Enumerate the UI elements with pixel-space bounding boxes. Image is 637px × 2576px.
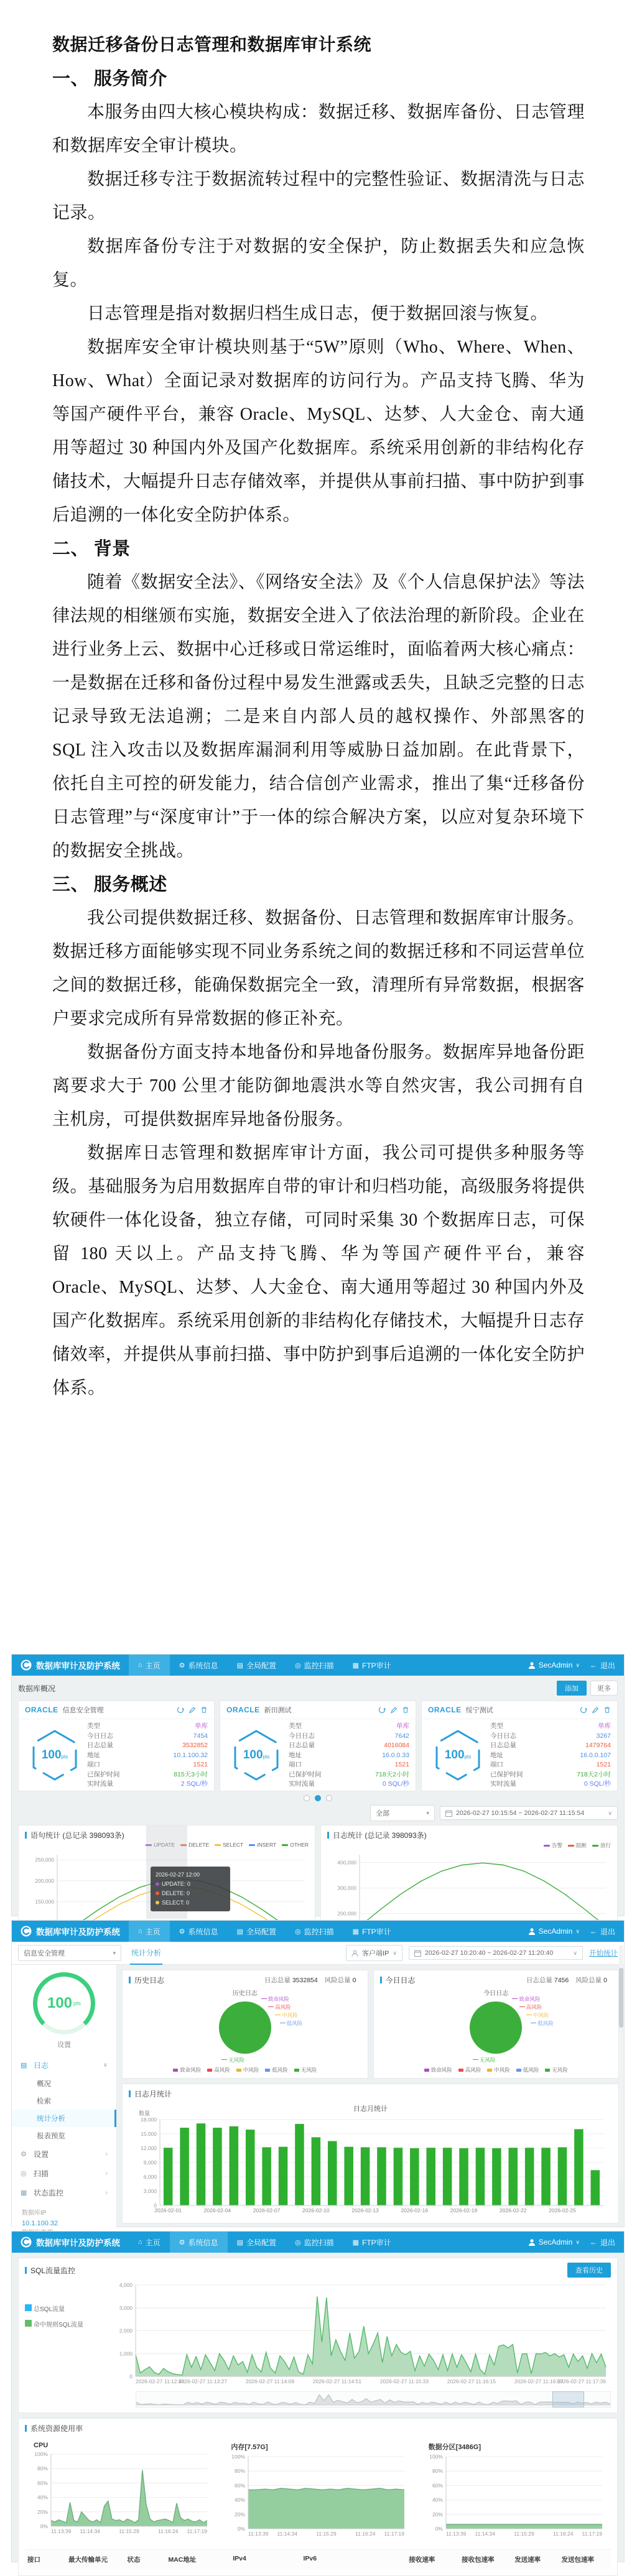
statement-stats-card: [18, 1825, 315, 1922]
top-navbar: [12, 2232, 624, 2253]
chevron-down-icon: ∨: [575, 2238, 580, 2245]
app-logo-icon: [21, 1926, 32, 1937]
nav-right: [528, 2232, 624, 2253]
client-ip-filter[interactable]: 客户端IP ∨: [346, 1945, 402, 1961]
disk-chart: [425, 2453, 606, 2541]
nav-right: [528, 1921, 624, 1942]
paragraph: 数据库日志管理和数据库审计方面，我公司可提供多种服务等级。基础服务为启用数据库自带的审计和归档功能，高级服务将提供软硬件一体化设备，独立存储，可同时采集 30 个数据库日志，可保留 180 天以上。产品支持飞腾、华为等国产硬件平台，兼容 Oracle、MySQL、达梦、人大金仓、南大通用等超过 30 种国内外及国产化数据库。系统采用创新的非结构化存储技术，大幅提升日志存储效率，并提供从事前扫描、事中防护到事后追溯的一体化安全防护体系。: [52, 1143, 585, 1398]
svg-text:2026-02-27 11:14:51: 2026-02-27 11:14:51: [312, 2378, 362, 2384]
risk-legend: 致命风险 高风险 中风险 低风险 无风险: [129, 2066, 361, 2074]
db-port: 1521: [193, 1761, 208, 1768]
svg-text:3,000: 3,000: [143, 2188, 157, 2194]
svg-text:100%: 100%: [429, 2454, 443, 2460]
chevron-down-icon: ∨: [393, 1949, 397, 1956]
logout-button[interactable]: ← 退出: [589, 1661, 615, 1670]
config-icon: ▤: [236, 1661, 243, 1669]
realtime-flow: 2 SQL/秒: [180, 1780, 208, 1788]
gear-icon: ⚙: [179, 2238, 185, 2246]
database-select[interactable]: 信息安全管理 ▾: [18, 1945, 121, 1961]
svg-text:300,000: 300,000: [337, 1885, 356, 1891]
svg-text:11:15:29: 11:15:29: [513, 2531, 534, 2537]
delete-icon[interactable]: [603, 1706, 611, 1714]
paragraph: 数据备份方面支持本地备份和异地备份服务。数据库异地备份距离要求大于 700 公里才能防御地震洪水等自然灾害，我公司拥有自主机房，可提供数据库异地备份服务。: [52, 1043, 585, 1129]
db-type: 单库: [598, 1722, 611, 1730]
svg-text:11:14:34: 11:14:34: [475, 2531, 495, 2537]
nav-item-monitor-scan[interactable]: ◎ 监控扫描: [294, 1661, 334, 1670]
app-title: 数据库审计及防护系统: [36, 2238, 120, 2248]
svg-text:0: 0: [129, 2373, 133, 2380]
logout-button[interactable]: ← 退出: [589, 2238, 615, 2247]
svg-text:2026-02-19: 2026-02-19: [450, 2207, 478, 2214]
svg-text:20%: 20%: [432, 2511, 443, 2518]
svg-text:2026-02-01: 2026-02-01: [154, 2207, 182, 2214]
history-pie-chart: 历史日志 致命风险 高风险 中风险 低风险 无风险: [129, 1988, 361, 2064]
svg-text:2026-02-27 11:12:45: 2026-02-27 11:12:45: [136, 2378, 185, 2384]
statement-legend: UPDATE DELETE SELECT INSERT OTHER: [146, 1842, 309, 1848]
interface-table-header: 接口 最大传输单元 状态 MAC地址 IPv4 IPv6 接收速率 接收包速率 发送速率 发送包速率: [25, 2549, 611, 2569]
gear-icon: ⚙: [179, 1661, 185, 1669]
db-address: 16.0.0.33: [382, 1751, 409, 1759]
svg-text:11:17:19: 11:17:19: [384, 2531, 405, 2537]
bar-chart-title: 日志月统计: [353, 2105, 388, 2113]
carousel-dot-active[interactable]: [315, 1795, 321, 1801]
back-arrow-icon: ←: [589, 1661, 597, 1669]
svg-text:2026-02-13: 2026-02-13: [351, 2207, 379, 2214]
svg-text:150,000: 150,000: [35, 1898, 54, 1905]
home-icon: ⌂: [138, 1661, 142, 1669]
db-ip-value: 10.1.100.32: [22, 2220, 58, 2227]
client-icon: [351, 1950, 358, 1957]
brush-selection[interactable]: [552, 2391, 585, 2407]
svg-text:11:16:24: 11:16:24: [355, 2531, 376, 2537]
nav-menu: [129, 1655, 401, 1676]
chevron-down-icon: ∨: [575, 1661, 580, 1668]
nav-item-system-info[interactable]: ⚙ 系统信息: [179, 1927, 218, 1936]
paragraph: 随着《数据安全法》、《网络安全法》及《个人信息保护法》等法律法规的相继颁布实施，数据安全进入了依法治理的新阶段。企业在进行业务上云、数据中心迁移或日常运维时，面临着两大核心痛点：一是数据在迁移和备份过程中易发生泄露或丢失，且缺乏完整的日志记录导致无法追溯；二是来自内部人员的越权操作、外部黑客的 SQL 注入攻击以及数据库漏洞利用等威胁日益加剧。在此背景下，依托自主可控的研发能力，结合信创产业需求，推出了集“迁移备份日志管理”与“深度审计”于一体的综合解决方案，以应对复杂环境下的数据安全挑战。: [52, 573, 585, 861]
ftp-audit-icon: ▦: [352, 1927, 360, 1936]
svg-text:20%: 20%: [235, 2511, 246, 2518]
system-resource-card: [18, 2418, 618, 2576]
nav-item-ftp-audit[interactable]: ▦ FTP审计: [352, 1927, 391, 1936]
document-title: 数据迁移备份日志管理和数据库审计系统: [52, 35, 372, 55]
score-gauge: 100pts: [425, 1722, 490, 1789]
paragraph: 我公司提供数据迁移、数据备份、日志管理和数据库审计服务。数据迁移方面能够实现不同业务系统之间的数据迁移和不同运营单位之间的数据迁移，能确保数据完全一致，清理所有异常数据，根据客户要求完成所有异常数据的修正补充。: [52, 908, 585, 1028]
svg-text:80%: 80%: [432, 2468, 443, 2475]
sidebar-item-status-monitor[interactable]: ▦ 状态监控 ›: [21, 2189, 108, 2197]
svg-text:2026-02-10: 2026-02-10: [302, 2207, 330, 2214]
svg-text:0%: 0%: [238, 2526, 246, 2532]
user-icon: [528, 2238, 536, 2246]
svg-text:11:15:29: 11:15:29: [316, 2531, 337, 2537]
svg-text:15,000: 15,000: [141, 2131, 157, 2137]
svg-text:2026-02-27 11:16:57: 2026-02-27 11:16:57: [514, 2378, 564, 2384]
calendar-icon: [445, 1810, 452, 1817]
user-menu[interactable]: SecAdmin ∨: [528, 2238, 580, 2246]
svg-text:400,000: 400,000: [337, 1859, 356, 1866]
today-logs: 7454: [193, 1732, 208, 1740]
svg-text:40%: 40%: [235, 2496, 246, 2503]
chevron-right-icon: ›: [105, 2151, 108, 2158]
disk-title: 数据分区[3486G]: [428, 2444, 481, 2451]
paragraph: 日志管理是指对数据归档生成日志，便于数据回滚与恢复。: [87, 304, 549, 323]
monitor-icon: ▦: [21, 2189, 27, 2197]
scrollbar-track[interactable]: [619, 1946, 623, 2181]
log-stats-card: [320, 1825, 618, 1922]
svg-text:2026-02-22: 2026-02-22: [500, 2207, 527, 2214]
monthly-bar-chart: [129, 2115, 612, 2218]
card-accent-bar: [129, 1977, 131, 1983]
svg-text:2026-02-07: 2026-02-07: [253, 2207, 281, 2214]
database-name: 信息安全管理: [62, 1707, 104, 1714]
app-title: 数据库审计及防护系统: [36, 1661, 120, 1671]
svg-text:2026-02-27 11:14:09: 2026-02-27 11:14:09: [245, 2378, 295, 2384]
nav-menu: [129, 2232, 401, 2253]
logout-button[interactable]: ← 退出: [589, 1927, 615, 1936]
vendor-logo: ORACLE: [25, 1706, 58, 1714]
svg-text:18,000: 18,000: [141, 2117, 157, 2123]
refresh-icon[interactable]: [580, 1706, 587, 1714]
svg-text:11:17:19: 11:17:19: [582, 2531, 602, 2537]
nav-item-home[interactable]: ⌂ 主页: [129, 1921, 170, 1942]
nav-item-monitor-scan[interactable]: ◎ 监控扫描: [294, 1927, 334, 1936]
svg-text:2026-02-04: 2026-02-04: [203, 2207, 231, 2214]
disk-block: [425, 2438, 606, 2541]
sidebar-item-logs[interactable]: ▤ 日志 ∨: [21, 2061, 108, 2070]
chevron-down-icon: ▾: [113, 1949, 116, 1956]
app-brand: [12, 1655, 129, 1676]
total-logs: 4016084: [384, 1742, 409, 1749]
protected-time: 718天2小时: [577, 1770, 611, 1778]
section-heading-3: 三、 服务概述: [52, 875, 167, 895]
score-gauge: 100pts: [22, 1722, 87, 1789]
log-legend: 告警 阻断 放行: [544, 1842, 611, 1849]
today-log-stats: 日志总量 7456 风险总量 0: [526, 1977, 607, 1984]
protected-time: 815天3小时: [174, 1770, 208, 1778]
sidebar-item-scan[interactable]: ◎ 扫描 ›: [21, 2169, 108, 2178]
scan-icon: ◎: [294, 1661, 301, 1669]
db-type: 单库: [195, 1722, 208, 1730]
svg-text:2026-02-25: 2026-02-25: [549, 2207, 576, 2214]
svg-text:20%: 20%: [37, 2508, 48, 2515]
nav-right: [528, 1655, 624, 1676]
svg-text:40%: 40%: [37, 2494, 48, 2501]
card-accent-bar: [327, 1832, 329, 1839]
date-range-picker[interactable]: 2026-02-27 10:20:40 ~ 2026-02-27 11:20:40 ∨: [409, 1946, 583, 1960]
nav-item-global-config[interactable]: ▤ 全局配置: [236, 2238, 276, 2247]
svg-text:60%: 60%: [432, 2482, 443, 2489]
chevron-right-icon: ›: [105, 2170, 108, 2177]
database-stats: 类型 单库 今日日志 7642 日志总量 4016084 地址 16.0.0.33 端口 1521 已保护时间 718天2小时 实时流量 0 SQL/秒: [289, 1722, 409, 1788]
view-history-button[interactable]: 查看历史: [567, 2263, 611, 2278]
scrollbar-thumb[interactable]: [619, 1968, 623, 2028]
nav-item-home[interactable]: ⌂ 主页: [138, 2238, 160, 2247]
svg-text:11:14:34: 11:14:34: [277, 2531, 298, 2537]
add-button[interactable]: 添加: [557, 1681, 587, 1696]
db-port: 1521: [394, 1761, 409, 1768]
nav-item-ftp-audit[interactable]: ▦ FTP审计: [352, 2238, 391, 2247]
sql-flow-chart: [107, 2281, 611, 2389]
svg-text:250,000: 250,000: [35, 1857, 54, 1863]
svg-text:40%: 40%: [432, 2496, 443, 2503]
svg-text:6,000: 6,000: [143, 2174, 157, 2180]
log-icon: ▤: [21, 2062, 27, 2069]
db-port: 1521: [596, 1761, 611, 1768]
svg-text:2026-02-27 11:13:27: 2026-02-27 11:13:27: [178, 2378, 228, 2384]
svg-text:60%: 60%: [235, 2482, 246, 2489]
database-name: 新田测试: [264, 1707, 292, 1714]
protected-time: 718天2小时: [375, 1770, 409, 1778]
svg-text:80%: 80%: [235, 2468, 246, 2475]
sidebar-item-statistics[interactable]: 统计分析: [12, 2110, 116, 2127]
edit-icon[interactable]: [188, 1706, 196, 1714]
svg-text:2,000: 2,000: [119, 2327, 133, 2334]
database-name: 绥宁测试: [465, 1707, 493, 1714]
svg-text:11:15:29: 11:15:29: [119, 2528, 139, 2534]
today-log-title: 今日日志: [385, 1976, 416, 1985]
svg-text:80%: 80%: [37, 2465, 48, 2472]
chevron-down-icon: ∨: [103, 2062, 108, 2069]
svg-text:11:13:39: 11:13:39: [248, 2531, 269, 2537]
date-range-picker[interactable]: 2026-02-27 10:15:54 ~ 2026-02-27 11:15:54 ∨: [440, 1806, 618, 1820]
gear-icon: ⚙: [21, 2151, 27, 2158]
scan-icon: ◎: [294, 1927, 301, 1936]
card-accent-bar: [25, 2267, 27, 2274]
carousel-dot[interactable]: [326, 1795, 332, 1801]
ftp-audit-icon: ▦: [352, 2238, 360, 2246]
config-icon: ▤: [236, 2238, 243, 2246]
realtime-flow: 0 SQL/秒: [584, 1780, 611, 1788]
svg-text:11:14:34: 11:14:34: [80, 2528, 100, 2534]
card-accent-bar: [25, 2425, 27, 2432]
app-brand: [12, 1921, 129, 1942]
user-icon: [528, 1661, 536, 1669]
back-arrow-icon: ←: [589, 1927, 597, 1936]
database-card: [220, 1701, 416, 1791]
dashboard-screenshot-system: [11, 2231, 625, 2562]
svg-text:12,000: 12,000: [141, 2145, 157, 2151]
ftp-audit-icon: ▦: [352, 1661, 360, 1669]
user-menu[interactable]: SecAdmin ∨: [528, 1927, 580, 1936]
history-log-title: 历史日志: [134, 1976, 165, 1985]
database-card: [18, 1701, 215, 1791]
health-score-gauge: 100 pts: [33, 1972, 95, 2034]
risk-pie: [219, 2001, 271, 2054]
memory-title: 内存[7.57G]: [231, 2444, 268, 2451]
nav-item-global-config[interactable]: ▤ 全局配置: [236, 1927, 276, 1936]
sidebar-item-search[interactable]: 检索: [37, 2098, 51, 2105]
svg-text:100%: 100%: [34, 2451, 48, 2457]
svg-text:9,000: 9,000: [143, 2159, 157, 2166]
cpu-block: [30, 2438, 211, 2541]
dashboard-screenshot-overview: [11, 1654, 625, 1916]
total-logs: 1479764: [585, 1742, 611, 1749]
resource-title: 系统资源使用率: [30, 2424, 83, 2433]
db-address: 16.0.0.107: [580, 1751, 611, 1759]
svg-text:2026-02-27 11:17:39: 2026-02-27 11:17:39: [557, 2378, 606, 2384]
sidebar-item-settings[interactable]: ⚙ 设置 ›: [21, 2150, 108, 2159]
back-arrow-icon: ←: [589, 2238, 597, 2246]
app-logo-icon: [21, 1660, 32, 1671]
svg-text:1,000: 1,000: [119, 2350, 133, 2357]
home-icon: ⌂: [138, 2238, 142, 2246]
brush-mini-chart: [136, 2392, 610, 2409]
svg-text:4,000: 4,000: [119, 2282, 133, 2288]
nav-item-monitor-scan[interactable]: ◎ 监控扫描: [294, 2238, 334, 2247]
paragraph: 数据库备份专注于对数据的安全保护，防止数据丢失和应急恢复。: [52, 237, 585, 290]
svg-text:60%: 60%: [37, 2480, 48, 2486]
chevron-down-icon: ▾: [426, 1809, 429, 1816]
nav-item-system-info[interactable]: ⚙ 系统信息: [170, 2232, 228, 2253]
top-navbar: [12, 1655, 624, 1676]
risk-pie: [470, 2001, 522, 2054]
nav-item-ftp-audit[interactable]: ▦ FTP审计: [352, 1661, 391, 1670]
user-icon: [528, 1927, 536, 1935]
sql-flow-card: [18, 2258, 618, 2413]
svg-text:3,000: 3,000: [119, 2304, 133, 2311]
gear-icon: ⚙: [179, 1927, 185, 1936]
section-heading-1: 一、 服务简介: [52, 69, 167, 89]
svg-text:11:13:39: 11:13:39: [445, 2531, 467, 2537]
memory-block: [227, 2438, 408, 2541]
svg-text:11:16:24: 11:16:24: [158, 2528, 179, 2534]
sql-legend: 总SQL流量 命中规则SQL流量: [25, 2281, 107, 2407]
dashboard-screenshot-analysis: [11, 1920, 625, 2227]
refresh-icon[interactable]: [177, 1706, 184, 1714]
scan-icon: ◎: [21, 2170, 27, 2177]
delete-icon[interactable]: [402, 1706, 409, 1714]
database-card: [421, 1701, 618, 1791]
gauge-label[interactable]: 设置: [57, 2041, 71, 2049]
y-axis-label: 数量: [139, 2110, 151, 2117]
app-title: 数据库审计及防护系统: [36, 1927, 120, 1937]
sidebar-item-overview[interactable]: 概况: [37, 2080, 51, 2088]
more-button[interactable]: 更多: [590, 1681, 618, 1696]
app-logo-icon: [21, 2237, 32, 2248]
home-icon: ⌂: [138, 1927, 142, 1935]
vendor-logo: ORACLE: [428, 1706, 462, 1714]
card-accent-bar: [380, 1977, 382, 1983]
start-statistics-link[interactable]: 开始统计: [589, 1950, 618, 1957]
carousel-dot[interactable]: [304, 1795, 310, 1801]
statement-stats-title: 语句统计 (总记录 398093条): [30, 1831, 124, 1840]
monthly-log-card: [122, 2084, 619, 2223]
monthly-log-title: 日志月统计: [134, 2090, 172, 2098]
edit-icon[interactable]: [390, 1706, 398, 1714]
chevron-down-icon: ∨: [575, 1927, 580, 1934]
sidebar: [12, 1965, 117, 2228]
svg-text:2026-02-27 11:15:33: 2026-02-27 11:15:33: [379, 2378, 429, 2384]
today-logs: 3267: [596, 1732, 611, 1740]
sidebar-menu: [12, 2056, 116, 2202]
chevron-down-icon: ∨: [608, 1809, 612, 1816]
app-brand: [12, 2232, 129, 2253]
database-stats: 类型 单库 今日日志 3267 日志总量 1479764 地址 16.0.0.107 端口 1521 已保护时间 718天2小时 实时流量 0 SQL/秒: [490, 1722, 611, 1788]
history-log-stats: 日志总量 3532854 风险总量 0: [264, 1977, 356, 1984]
log-stats-title: 日志统计 (总记录 398093条): [333, 1831, 427, 1840]
svg-text:0%: 0%: [435, 2526, 443, 2532]
history-log-card: [122, 1970, 368, 2079]
db-ip-label: 数据库IP: [22, 2210, 47, 2217]
realtime-flow: 0 SQL/秒: [382, 1780, 409, 1788]
nav-item-global-config[interactable]: ▤ 全局配置: [236, 1661, 276, 1670]
config-icon: ▤: [236, 1927, 243, 1936]
svg-text:2026-02-27 11:16:15: 2026-02-27 11:16:15: [447, 2378, 496, 2384]
svg-text:200,000: 200,000: [337, 1910, 356, 1917]
card-accent-bar: [129, 2090, 131, 2097]
risk-legend: 致命风险 高风险 中风险 低风险 无风险: [380, 2066, 613, 2074]
chart-tooltip: 2026-02-27 12:00 UPDATE: 0 DELETE: 0 SELECT: 0: [151, 1867, 230, 1911]
score-gauge: 100pts: [224, 1722, 289, 1789]
section-heading-2: 二、 背景: [52, 539, 131, 559]
card-accent-bar: [25, 1832, 27, 1839]
edit-icon[interactable]: [592, 1706, 599, 1714]
user-menu[interactable]: SecAdmin ∨: [528, 1661, 580, 1669]
svg-text:100%: 100%: [231, 2454, 246, 2460]
calendar-icon: [414, 1950, 421, 1957]
database-cards: [18, 1701, 618, 1791]
cpu-title: CPU: [34, 2442, 49, 2449]
svg-text:0: 0: [154, 2202, 157, 2209]
database-stats: 类型 单库 今日日志 7454 日志总量 3532852 地址 10.1.100.32 端口 1521 已保护时间 815天3小时 实时流量 2 SQL/秒: [87, 1722, 208, 1788]
svg-text:11:16:24: 11:16:24: [552, 2531, 574, 2537]
vendor-logo: ORACLE: [226, 1706, 260, 1714]
chart-brush[interactable]: [136, 2391, 611, 2407]
scope-select[interactable]: 全部 ▾: [370, 1805, 435, 1821]
scan-icon: ◎: [294, 2238, 301, 2246]
paragraph: 数据库安全审计模块则基于“5W”原则（Who、Where、When、How、What）全面记录对数据库的访问行为。产品支持飞腾、华为等国产硬件平台，兼容 Oracle、MySQL、达梦、人大金仓、南大通用等超过 30 种国内外及国产化数据库。系统采用创新的非结构化存储技术，大幅提升日志存储效率，并提供从事前扫描、事中防护到事后追溯的一体化安全防护体系。: [52, 338, 585, 525]
sql-flow-title: SQL流量监控: [30, 2266, 76, 2275]
svg-text:11:13:39: 11:13:39: [51, 2528, 72, 2534]
nav-item-home[interactable]: ⌂ 主页: [129, 1655, 170, 1676]
section-title: 数据库概况: [18, 1684, 56, 1693]
db-address: 10.1.100.32: [173, 1751, 208, 1759]
svg-text:0%: 0%: [40, 2523, 48, 2529]
svg-text:200,000: 200,000: [35, 1877, 54, 1884]
carousel-dots: [18, 1791, 618, 1803]
delete-icon[interactable]: [200, 1706, 208, 1714]
chevron-down-icon: ∨: [573, 1949, 577, 1956]
db-type: 单库: [396, 1722, 409, 1730]
memory-chart: [227, 2453, 408, 2541]
today-logs: 7642: [394, 1732, 409, 1740]
paragraph: 本服务由四大核心模块构成：数据迁移、数据库备份、日志管理和数据库安全审计模块。: [52, 103, 585, 155]
paragraph: 数据迁移专注于数据流转过程中的完整性验证、数据清洗与日志记录。: [52, 170, 585, 223]
svg-text:2026-02-16: 2026-02-16: [401, 2207, 429, 2214]
chevron-right-icon: ›: [105, 2189, 108, 2196]
svg-text:11:17:19: 11:17:19: [187, 2528, 207, 2534]
top-navbar: [12, 1921, 624, 1942]
nav-item-system-info[interactable]: ⚙ 系统信息: [179, 1661, 218, 1670]
refresh-icon[interactable]: [378, 1706, 386, 1714]
total-logs: 3532852: [182, 1742, 208, 1749]
tab-statistics[interactable]: 统计分析: [130, 1942, 162, 1965]
today-pie-chart: 今日日志 致命风险 高风险 中风险 低风险 无风险: [380, 1988, 613, 2064]
sidebar-item-report-preview[interactable]: 报表预览: [37, 2133, 65, 2140]
cpu-chart: [30, 2450, 211, 2538]
today-log-card: [373, 1970, 620, 2079]
nav-menu: [129, 1921, 401, 1942]
